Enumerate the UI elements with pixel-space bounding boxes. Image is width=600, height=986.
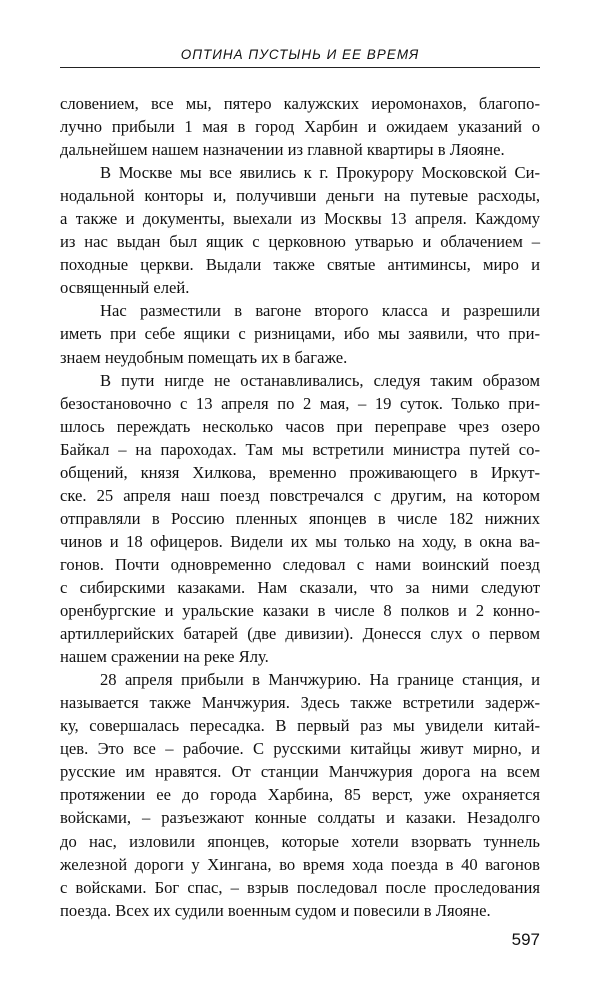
text-line: походные церкви. Выдали также святые антиминсы, миро и — [60, 255, 540, 275]
page-number: 597 — [511, 930, 540, 949]
paragraph — [60, 92, 540, 161]
text-line: железной дороги у Хингана, во время хода поезда в 40 вагонов — [60, 854, 540, 874]
text-line: а также и документы, выехали из Москвы 13 апреля. Каждому — [60, 209, 540, 229]
text-line: Байкал – на пароходах. Там мы встретили министра путей со- — [60, 439, 540, 459]
text-line: В пути нигде не останавливались, следуя таким образом — [100, 370, 540, 390]
text-line: иметь при себе ящики с ризницами, ибо мы заявили, что при- — [60, 324, 540, 344]
text-line: протяжении ее до города Харбина, 85 верст, уже охраняется — [60, 785, 540, 805]
text-line: из нас выдан был ящик с церковною утварью и облачением – — [60, 232, 540, 252]
text-line: русские им нравятся. От станции Манчжурия дорога на всем — [60, 762, 540, 782]
text-line: чинов и 18 офицеров. Видели их мы только на ходу, в окна ва- — [60, 531, 540, 551]
text-line: безостановочно с 13 апреля по 2 мая, – 19 суток. Только при- — [60, 393, 540, 413]
paragraph — [60, 668, 540, 922]
text-line: 28 апреля прибыли в Манчжурию. На границе станция, и — [100, 670, 540, 690]
text-line: словением, все мы, пятеро калужских иеромонахов, благопо- — [60, 94, 540, 113]
text-line: Нас разместили в вагоне второго класса и разрешили — [100, 301, 540, 321]
text-line: поезда. Всех их судили военным судом и повесили в Ляояне. — [60, 900, 491, 920]
header-rule — [60, 67, 540, 68]
text-line: цев. Это все – рабочие. С русскими китайцы живут мирно, и — [60, 739, 540, 759]
text-line: знаем неудобным помещать их в багаже. — [60, 347, 348, 367]
text-line: до нас, изловили японцев, которые хотели взорвать туннель — [60, 831, 540, 851]
text-line: войсками, – разъезжают конные солдаты и казаки. Незадолго — [60, 808, 540, 828]
text-line: нашем сражении на реке Ялу. — [60, 647, 269, 667]
paragraph — [60, 161, 540, 299]
text-line: с войсками. Бог спас, – взрыв последовал после проследования — [60, 877, 540, 897]
text-line: с сибирскими казаками. Нам сказали, что за ними следуют — [60, 577, 540, 597]
text-line: В Москве мы все явились к г. Прокурору Московской Си- — [100, 163, 540, 183]
text-line: ку, совершалась пересадка. В первый раз мы увидели китай- — [60, 716, 540, 736]
text-line: называется также Манчжурия. Здесь также встретили задерж- — [60, 693, 540, 713]
text-line: дальнейшем нашем назначении из главной квартиры в Ляояне. — [60, 140, 505, 160]
text-line: гонов. Почти одновременно следовал с нами воинский поезд — [60, 554, 540, 574]
text-line: ске. 25 апреля наш поезд повстречался с другим, на котором — [60, 485, 540, 505]
text-line: отправляли в Россию пленных японцев в числе 182 нижних — [60, 508, 540, 528]
text-line: освященный елей. — [60, 278, 190, 298]
text-line: артиллерийских батарей (две дивизии). Донесся слух о первом — [60, 624, 540, 644]
text-line: оренбургские и уральские казаки в числе 8 полков и 2 конно- — [60, 601, 540, 621]
text-line: общений, князя Хилкова, временно проживающего в Иркут- — [60, 462, 540, 482]
paragraph — [60, 369, 540, 669]
text-line: лучно прибыли 1 мая в город Харбин и ожидаем указаний о — [60, 117, 540, 137]
text-line: нодальной конторы и, получивши деньги на путевые расходы, — [60, 186, 540, 206]
body-text — [60, 92, 540, 922]
running-head-title: ОПТИНА ПУСТЫНЬ И ЕЕ ВРЕМЯ — [180, 47, 420, 62]
text-line: шлось переждать несколько часов при переправе чрез озеро — [60, 416, 540, 436]
paragraph — [60, 299, 540, 368]
